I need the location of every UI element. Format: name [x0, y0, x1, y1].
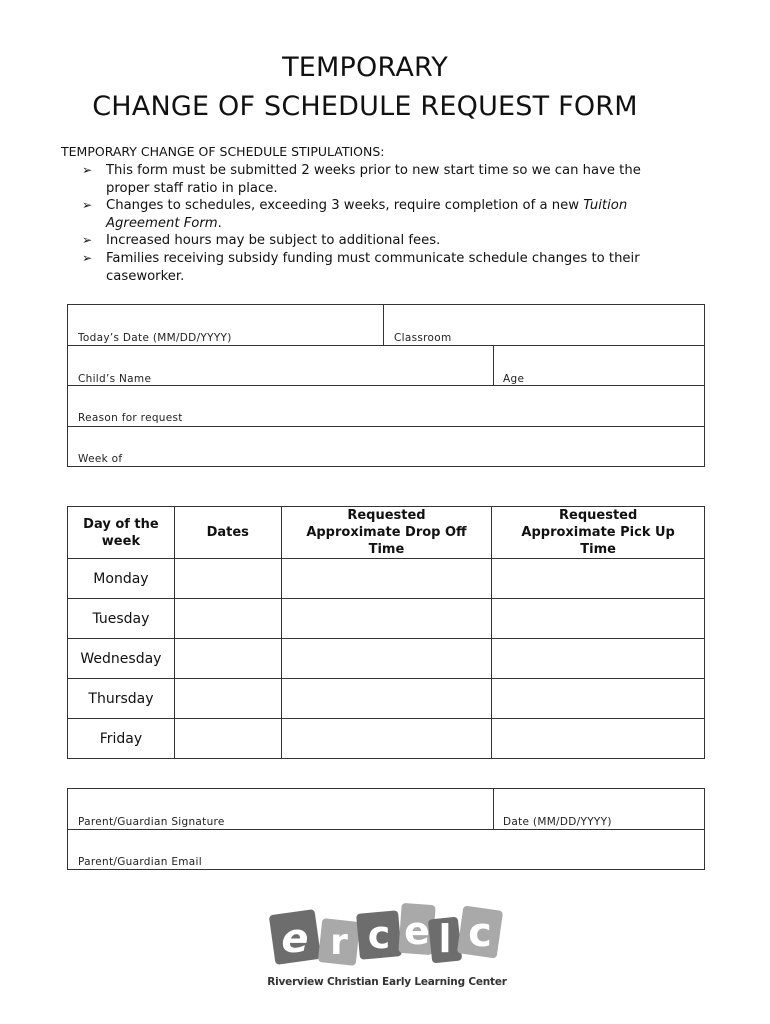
stipulation-item: ➢ This form must be submitted 2 weeks prior to new start time so we can have the proper staff ratio in place. — [82, 163, 641, 196]
logo-letter: r — [330, 922, 348, 963]
table-row — [68, 719, 705, 759]
col-header-drop-off: Requested Approximate Drop Off Time — [281, 507, 492, 559]
day-cell: Tuesday — [68, 599, 175, 639]
email-field[interactable]: Parent/Guardian Email — [78, 856, 202, 868]
todays-date-field[interactable]: Today’s Date (MM/DD/YYYY) — [78, 332, 232, 344]
form-title-line2: CHANGE OF SCHEDULE REQUEST FORM — [92, 91, 638, 122]
logo-letter: e — [404, 909, 430, 953]
logo-letter: l — [438, 917, 452, 961]
tuition-agreement-form-text: Tuition Agreement Form — [106, 198, 628, 231]
age-field[interactable]: Age — [503, 373, 525, 385]
col-header-pick-up: Requested Approximate Pick Up Time — [492, 507, 705, 559]
dates-cell[interactable] — [174, 719, 281, 759]
drop-off-cell[interactable] — [281, 719, 492, 759]
col-header-dates: Dates — [174, 507, 281, 559]
drop-off-cell[interactable] — [281, 679, 492, 719]
table-row — [68, 639, 705, 679]
week-of-field[interactable]: Week of — [78, 453, 123, 465]
signature-field[interactable]: Parent/Guardian Signature — [78, 816, 225, 828]
schedule-table — [67, 506, 705, 759]
table-header-row — [68, 507, 705, 559]
stipulations-heading: TEMPORARY CHANGE OF SCHEDULE STIPULATIONS: — [61, 144, 385, 159]
reason-field[interactable]: Reason for request — [78, 412, 183, 424]
pick-up-cell[interactable] — [492, 559, 705, 599]
table-row — [68, 679, 705, 719]
drop-off-cell[interactable] — [281, 599, 492, 639]
stipulation-item: ➢ Increased hours may be subject to additional fees. — [82, 233, 441, 249]
arrow-bullet-icon: ➢ — [82, 250, 93, 265]
pick-up-cell[interactable] — [492, 599, 705, 639]
day-cell: Wednesday — [68, 639, 175, 679]
arrow-bullet-icon: ➢ — [82, 233, 93, 248]
logo-caption: Riverview Christian Early Learning Center — [267, 976, 507, 988]
pick-up-cell[interactable] — [492, 679, 705, 719]
stipulation-item: ➢ Changes to schedules, exceeding 3 weeks, require completion of a new Tuition Agreement Form. — [82, 198, 628, 231]
dates-cell[interactable] — [174, 679, 281, 719]
logo-letter: c — [367, 913, 391, 957]
day-cell: Thursday — [68, 679, 175, 719]
col-header-day: Day of the week — [68, 507, 175, 559]
rcelc-logo — [262, 890, 512, 990]
day-cell: Friday — [68, 719, 175, 759]
dates-cell[interactable] — [174, 559, 281, 599]
signature-date-field[interactable]: Date (MM/DD/YYYY) — [503, 816, 612, 828]
pick-up-cell[interactable] — [492, 639, 705, 679]
stipulations-list — [82, 162, 662, 285]
drop-off-cell[interactable] — [281, 639, 492, 679]
dates-cell[interactable] — [174, 639, 281, 679]
table-row — [68, 559, 705, 599]
dates-cell[interactable] — [174, 599, 281, 639]
logo-letter: c — [468, 910, 492, 956]
pick-up-cell[interactable] — [492, 719, 705, 759]
childs-name-field[interactable]: Child’s Name — [78, 373, 152, 385]
stipulation-item: ➢ Families receiving subsidy funding must communicate schedule changes to their caseworker. — [82, 250, 640, 284]
arrow-bullet-icon: ➢ — [82, 198, 93, 213]
day-cell: Monday — [68, 559, 175, 599]
drop-off-cell[interactable] — [281, 559, 492, 599]
arrow-bullet-icon: ➢ — [82, 163, 93, 177]
form-title-line1: TEMPORARY — [282, 52, 448, 83]
table-row — [68, 599, 705, 639]
logo-letter: e — [281, 916, 309, 962]
classroom-field[interactable]: Classroom — [394, 332, 452, 344]
